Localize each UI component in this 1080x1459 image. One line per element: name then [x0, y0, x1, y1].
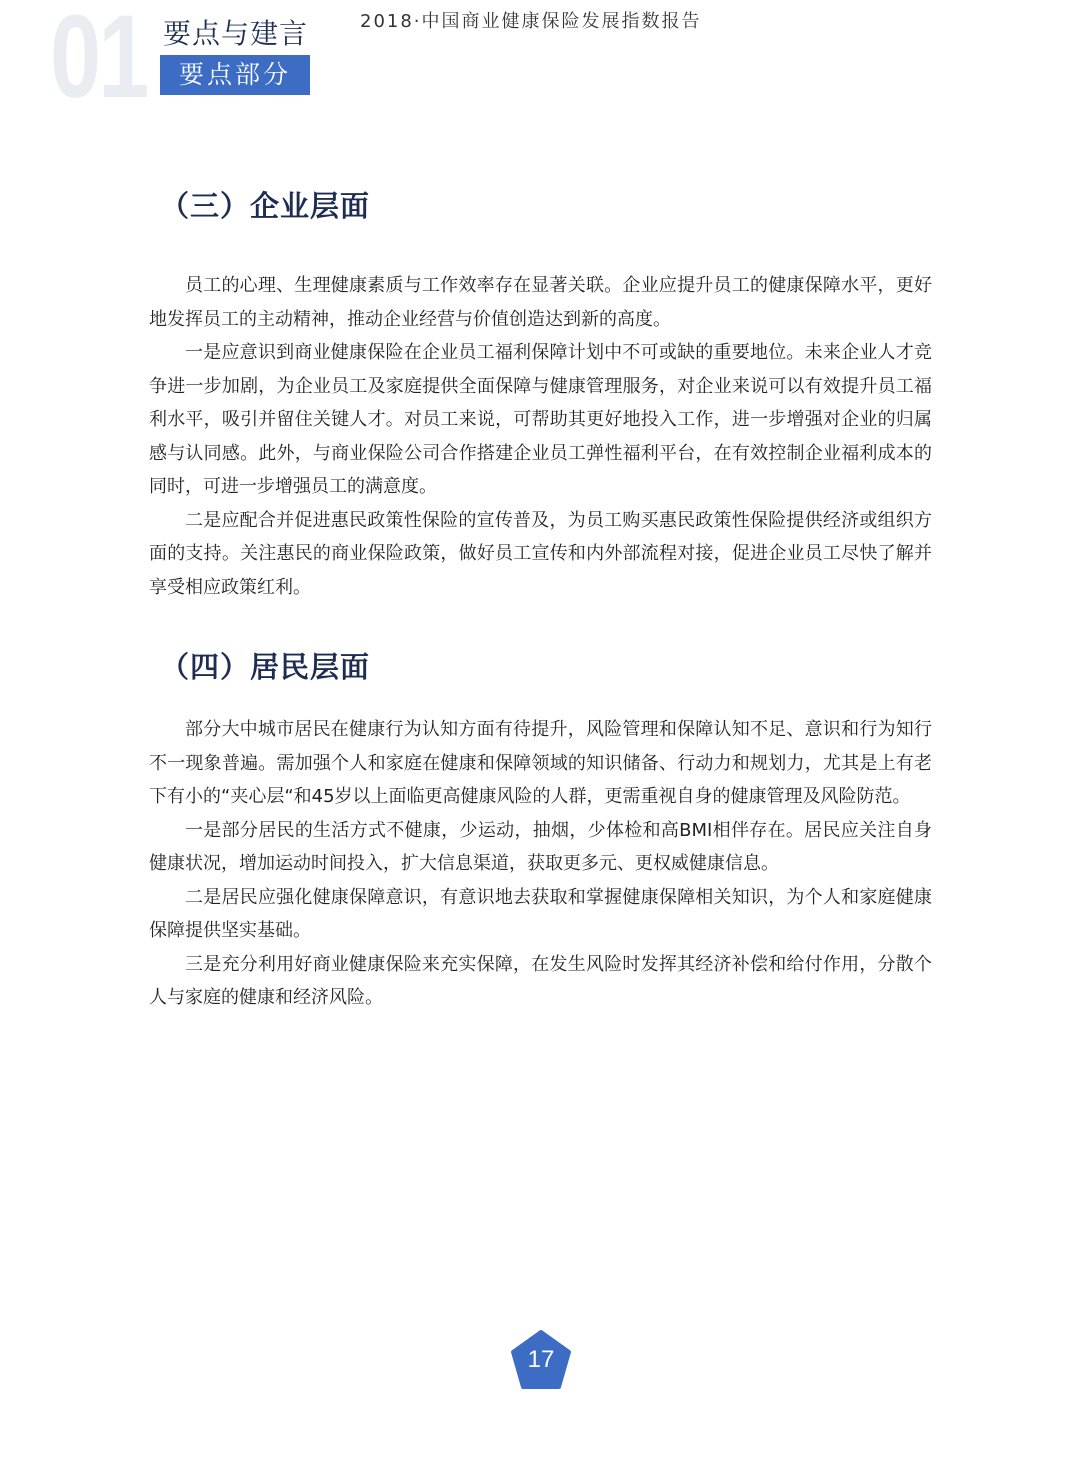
report-title: 2018·中国商业健康保险发展指数报告 [360, 11, 702, 32]
section-body-enterprise [149, 269, 932, 604]
paragraph: 一是部分居民的生活方式不健康，少运动，抽烟，少体检和高BMI相伴存在。居民应关注自身健康状况，增加运动时间投入，扩大信息渠道，获取更多元、更权威健康信息。 [149, 819, 932, 874]
paragraph: 部分大中城市居民在健康行为认知方面有待提升，风险管理和保障认知不足、意识和行为知行不一现象普遍。需加强个人和家庭在健康和保障领域的知识储备、行动力和规划力，尤其是上有老下有小的“夹心层“和45岁以上面临更高健康风险的人群，更需重视自身的健康管理及风险防范。 [149, 719, 932, 807]
paragraph: 二是应配合并促进惠民政策性保险的宣传普及，为员工购买惠民政策性保险提供经济或组织方面的支持。关注惠民的商业保险政策，做好员工宣传和内外部流程对接，促进企业员工尽快了解并享受相应政策红利。 [149, 509, 932, 598]
chapter-title: 要点与建言 [163, 17, 309, 50]
section-heading-residents: （四）居民层面 [160, 650, 371, 684]
paragraph: 员工的心理、生理健康素质与工作效率存在显著关联。企业应提升员工的健康保障水平，更好地发挥员工的主动精神，推动企业经营与价值创造达到新的高度。 [149, 275, 932, 330]
section-heading-enterprise: （三）企业层面 [160, 189, 371, 223]
section-body-residents [149, 713, 932, 1015]
page-number-badge [510, 1330, 572, 1390]
paragraph: 三是充分利用好商业健康保险来充实保障，在发生风险时发挥其经济补偿和给付作用，分散个人与家庭的健康和经济风险。 [149, 953, 932, 1008]
chapter-number-watermark: 01 [50, 0, 147, 123]
page-number: 17 [527, 1346, 555, 1373]
paragraph: 一是应意识到商业健康保险在企业员工福利保障计划中不可或缺的重要地位。未来企业人才竞争进一步加剧，为企业员工及家庭提供全面保障与健康管理服务，对企业来说可以有效提升员工福利水平，吸引并留住关键人才。对员工来说，可帮助其更好地投入工作，进一步增强对企业的归属感与认同感。此外，与商业保险公司合作搭建企业员工弹性福利平台，在有效控制企业福利成本的同时，可进一步增强员工的满意度。 [149, 342, 932, 497]
section-tag: 要点部分 [160, 55, 310, 95]
paragraph: 二是居民应强化健康保障意识，有意识地去获取和掌握健康保障相关知识，为个人和家庭健康保障提供坚实基础。 [149, 886, 932, 941]
